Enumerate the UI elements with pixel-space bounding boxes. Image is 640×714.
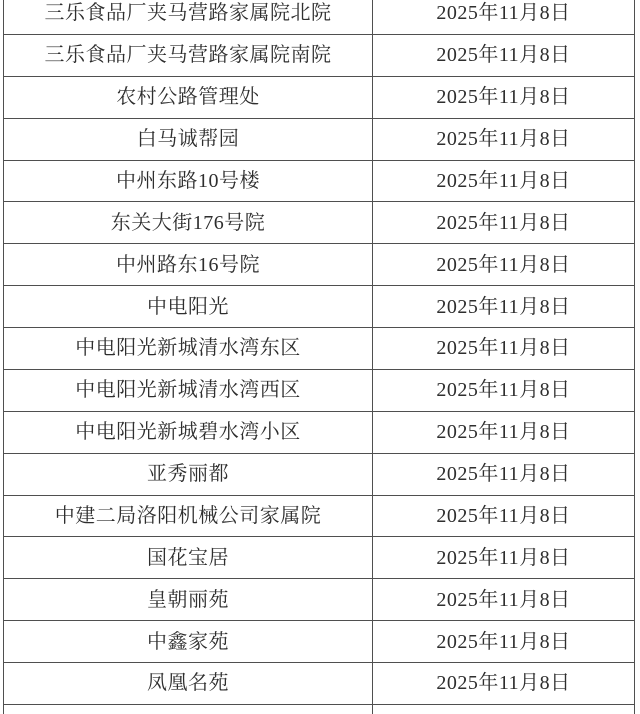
community-cell: 三乐食品厂夹马营路家属院北院 [4, 0, 373, 34]
table-row [4, 412, 634, 454]
community-cell: 中电阳光新城碧水湾小区 [4, 412, 373, 453]
community-cell: 中电阳光 [4, 286, 373, 327]
date-cell: 2025年11月8日 [436, 337, 571, 360]
community-cell: 中鑫家苑 [4, 621, 373, 662]
community-cell: 亚秀丽都 [4, 454, 373, 495]
community-cell: 中电阳光新城清水湾西区 [4, 370, 373, 411]
date-cell: 2025年11月8日 [436, 421, 571, 444]
date-cell: 2025年11月8日 [436, 463, 571, 486]
date-cell [373, 705, 634, 714]
table-row [4, 286, 634, 328]
date-cell: 2025年11月8日 [436, 295, 571, 318]
date-cell: 2025年11月8日 [436, 44, 571, 67]
table-row-partial [4, 705, 634, 714]
table-row [4, 119, 634, 161]
date-cell: 2025年11月8日 [436, 211, 571, 234]
date-cell: 2025年11月8日 [436, 379, 571, 402]
date-cell: 2025年11月8日 [436, 2, 571, 25]
community-cell: 农村公路管理处 [4, 77, 373, 118]
table-row [4, 77, 634, 119]
date-cell: 2025年11月8日 [436, 588, 571, 611]
community-cell: 中建二局洛阳机械公司家属院 [4, 496, 373, 537]
schedule-table [3, 0, 635, 714]
community-cell: 中州路东16号院 [4, 244, 373, 285]
community-cell: 国花宝居 [4, 537, 373, 578]
table-row [4, 663, 634, 705]
community-cell: 中州东路10号楼 [4, 161, 373, 202]
community-cell: 皇朝丽苑 [4, 579, 373, 620]
table-row [4, 537, 634, 579]
table-row [4, 244, 634, 286]
table-row [4, 454, 634, 496]
date-cell: 2025年11月8日 [436, 253, 571, 276]
community-cell: 白马诚帮园 [4, 119, 373, 160]
date-cell: 2025年11月8日 [436, 672, 571, 695]
table-row [4, 0, 634, 35]
date-cell: 2025年11月8日 [436, 86, 571, 109]
table-row [4, 496, 634, 538]
table-row [4, 621, 634, 663]
date-cell: 2025年11月8日 [436, 128, 571, 151]
table-row [4, 579, 634, 621]
community-cell: 三乐食品厂夹马营路家属院南院 [4, 35, 373, 76]
table-row [4, 370, 634, 412]
table-row [4, 35, 634, 77]
date-cell: 2025年11月8日 [436, 630, 571, 653]
community-cell: 东关大街176号院 [4, 202, 373, 243]
community-cell: 凤凰名苑 [4, 663, 373, 704]
community-cell [4, 705, 373, 714]
table-row [4, 202, 634, 244]
date-cell: 2025年11月8日 [436, 504, 571, 527]
table-body [4, 0, 634, 705]
date-cell: 2025年11月8日 [436, 546, 571, 569]
table-row [4, 161, 634, 203]
date-cell: 2025年11月8日 [436, 169, 571, 192]
table-row [4, 328, 634, 370]
community-cell: 中电阳光新城清水湾东区 [4, 328, 373, 369]
